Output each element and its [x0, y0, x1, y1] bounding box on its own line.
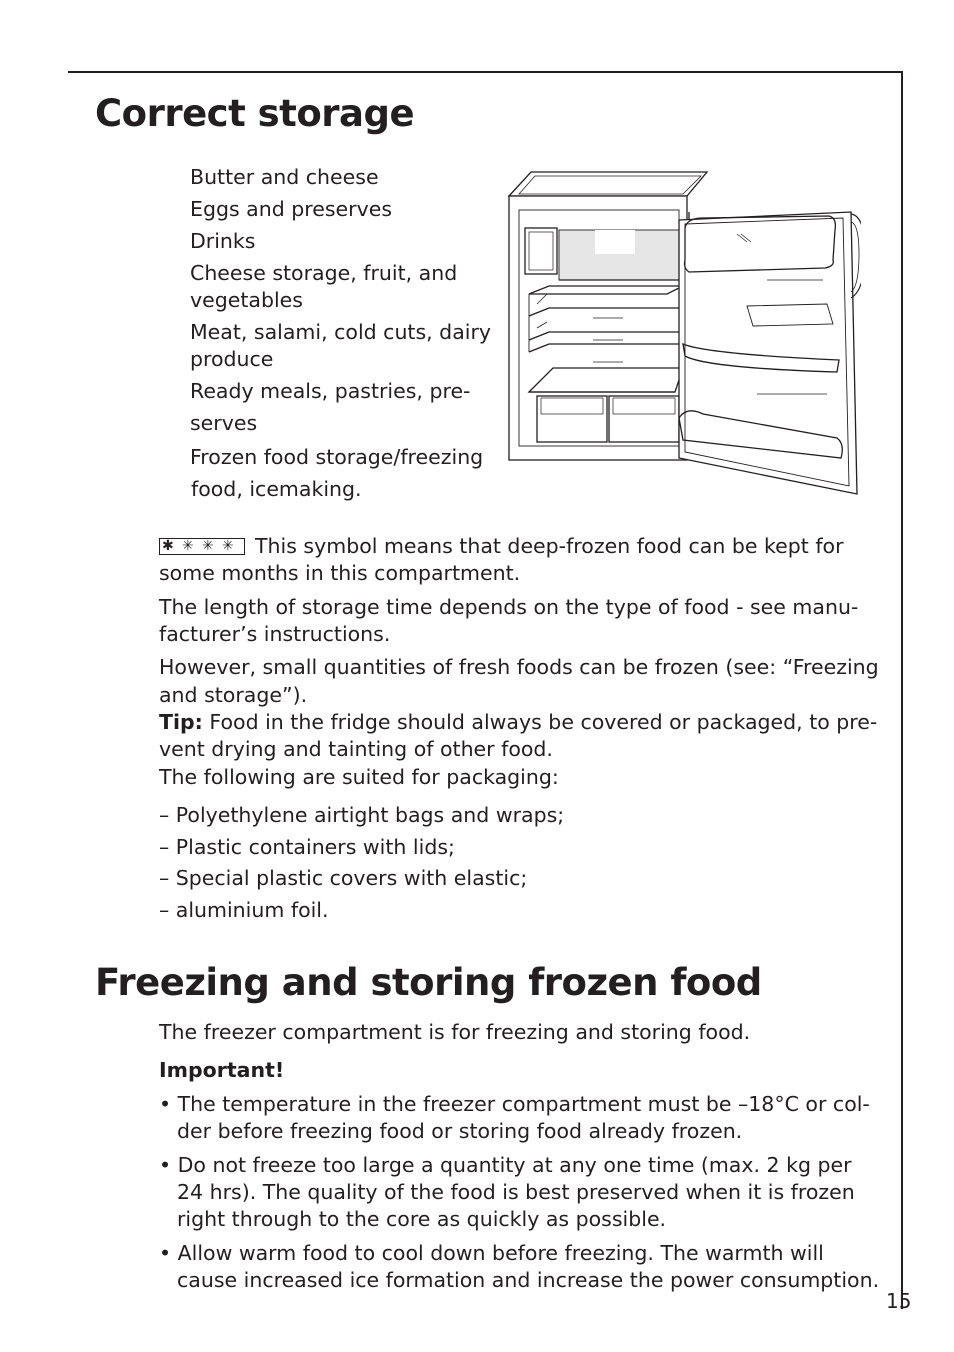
tip-line: vent drying and tainting of other food.: [159, 737, 553, 761]
packaging-item: – aluminium foil.: [159, 898, 329, 922]
section-title-correct-storage: Correct storage: [95, 92, 415, 135]
packaging-item: – Plastic containers with lids;: [159, 835, 455, 859]
storage-time-line: The length of storage time depends on the type of food - see manu-: [159, 595, 859, 619]
bullet-line: der before freezing food or storing food already frozen.: [177, 1119, 743, 1143]
bullet-line: • Allow warm food to cool down before freezing. The warmth will: [159, 1241, 824, 1265]
bullet-line: 24 hrs). The quality of the food is best preserved when it is frozen: [177, 1180, 855, 1204]
zone-label: Butter and cheese: [190, 165, 379, 189]
fresh-food-line: However, small quantities of fresh foods can be frozen (see: “Freezing: [159, 655, 879, 679]
bullet-line: • Do not freeze too large a quantity at any one time (max. 2 kg per: [159, 1153, 852, 1177]
storage-time-line: facturer’s instructions.: [159, 622, 391, 646]
zone-label: serves: [190, 411, 258, 435]
zone-label: Meat, salami, cold cuts, dairy: [190, 320, 492, 344]
fridge-illustration: [507, 168, 861, 498]
bullet-line: cause increased ice formation and increase the power consumption.: [177, 1268, 880, 1292]
tip-line: Tip: Food in the fridge should always be covered or packaged, to pre-: [159, 710, 878, 734]
zone-label: Ready meals, pastries, pre-: [190, 379, 471, 403]
important-label: Important!: [159, 1058, 285, 1082]
four-star-freezer-icon: ✱ ✳ ✳ ✳: [159, 538, 245, 555]
margin-rule: [901, 71, 903, 1309]
section-title-freezing: Freezing and storing frozen food: [95, 961, 762, 1004]
zone-label: produce: [190, 347, 274, 371]
fresh-food-line: and storage”).: [159, 683, 308, 707]
page-number: 15: [886, 1289, 912, 1313]
symbol-paragraph-line: ✱ ✳ ✳ ✳ This symbol means that deep-frozen food can be kept for: [159, 533, 844, 560]
zone-label: Drinks: [190, 229, 256, 253]
tip-label: Tip:: [159, 710, 203, 734]
freezer-intro: The freezer compartment is for freezing and storing food.: [159, 1020, 751, 1044]
header-rule: [68, 71, 902, 73]
bullet-line: right through to the core as quickly as possible.: [177, 1207, 667, 1231]
symbol-paragraph-line: some months in this compartment.: [159, 561, 521, 585]
zone-label: vegetables: [190, 288, 303, 312]
packaging-item: – Special plastic covers with elastic;: [159, 866, 528, 890]
zone-label: Cheese storage, fruit, and: [190, 261, 458, 285]
zone-label: food, icemaking.: [191, 477, 362, 501]
zone-label: Eggs and preserves: [190, 197, 393, 221]
zone-label: Frozen food storage/freezing: [190, 445, 484, 469]
bullet-line: • The temperature in the freezer compartment must be –18°C or col-: [159, 1092, 870, 1116]
packaging-intro: The following are suited for packaging:: [159, 765, 559, 789]
packaging-item: – Polyethylene airtight bags and wraps;: [159, 803, 565, 827]
